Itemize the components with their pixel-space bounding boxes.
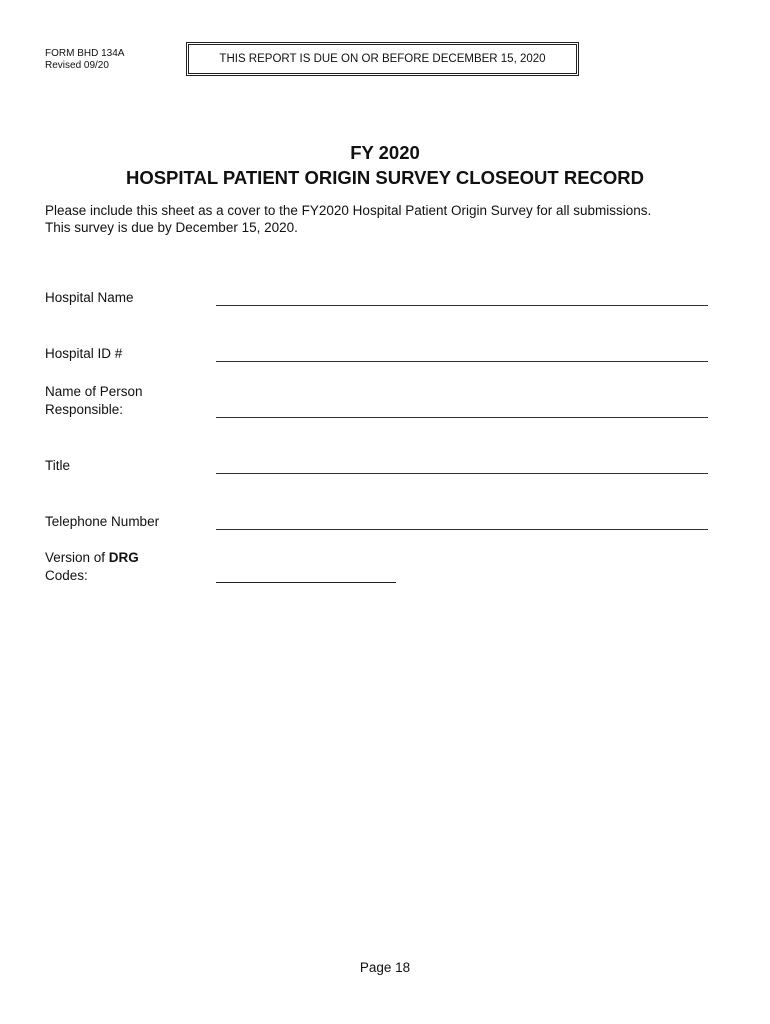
document-title	[0, 140, 770, 190]
instructions	[45, 202, 745, 236]
instructions-line-2: This survey is due by December 15, 2020.	[45, 220, 298, 235]
hospital-id-field[interactable]	[216, 361, 708, 362]
hospital-id-label: Hospital ID #	[45, 346, 123, 361]
drg-version-prefix: Version of	[45, 550, 109, 565]
title-field[interactable]	[216, 473, 708, 474]
telephone-field[interactable]	[216, 529, 708, 530]
title-label: Title	[45, 458, 71, 473]
drg-acronym: DRG	[108, 550, 139, 565]
person-responsible-field[interactable]	[216, 417, 708, 418]
due-notice-box	[186, 42, 579, 76]
title-fiscal-year: FY 2020	[350, 142, 420, 163]
title-main: HOSPITAL PATIENT ORIGIN SURVEY CLOSEOUT RECORD	[125, 167, 645, 188]
person-responsible-label	[45, 383, 143, 419]
drg-version-label-line-1	[45, 549, 139, 567]
drg-version-label	[45, 549, 139, 585]
hospital-name-field[interactable]	[216, 305, 708, 306]
form-identifier	[45, 48, 124, 72]
drg-version-field[interactable]	[216, 582, 396, 583]
person-responsible-label-line-2: Responsible:	[45, 402, 124, 417]
due-notice-text: THIS REPORT IS DUE ON OR BEFORE DECEMBER 15, 2020	[219, 53, 546, 65]
hospital-name-label: Hospital Name	[45, 290, 134, 305]
instructions-line-1: Please include this sheet as a cover to the FY2020 Hospital Patient Origin Survey for all submissions.	[45, 203, 652, 218]
page-number: Page 18	[359, 960, 411, 975]
drg-version-label-line-2: Codes:	[45, 568, 88, 583]
revision-date: Revised 09/20	[45, 60, 109, 71]
form-number: FORM BHD 134A	[45, 48, 125, 59]
telephone-label: Telephone Number	[45, 514, 160, 529]
person-responsible-label-line-1: Name of Person	[45, 384, 143, 399]
